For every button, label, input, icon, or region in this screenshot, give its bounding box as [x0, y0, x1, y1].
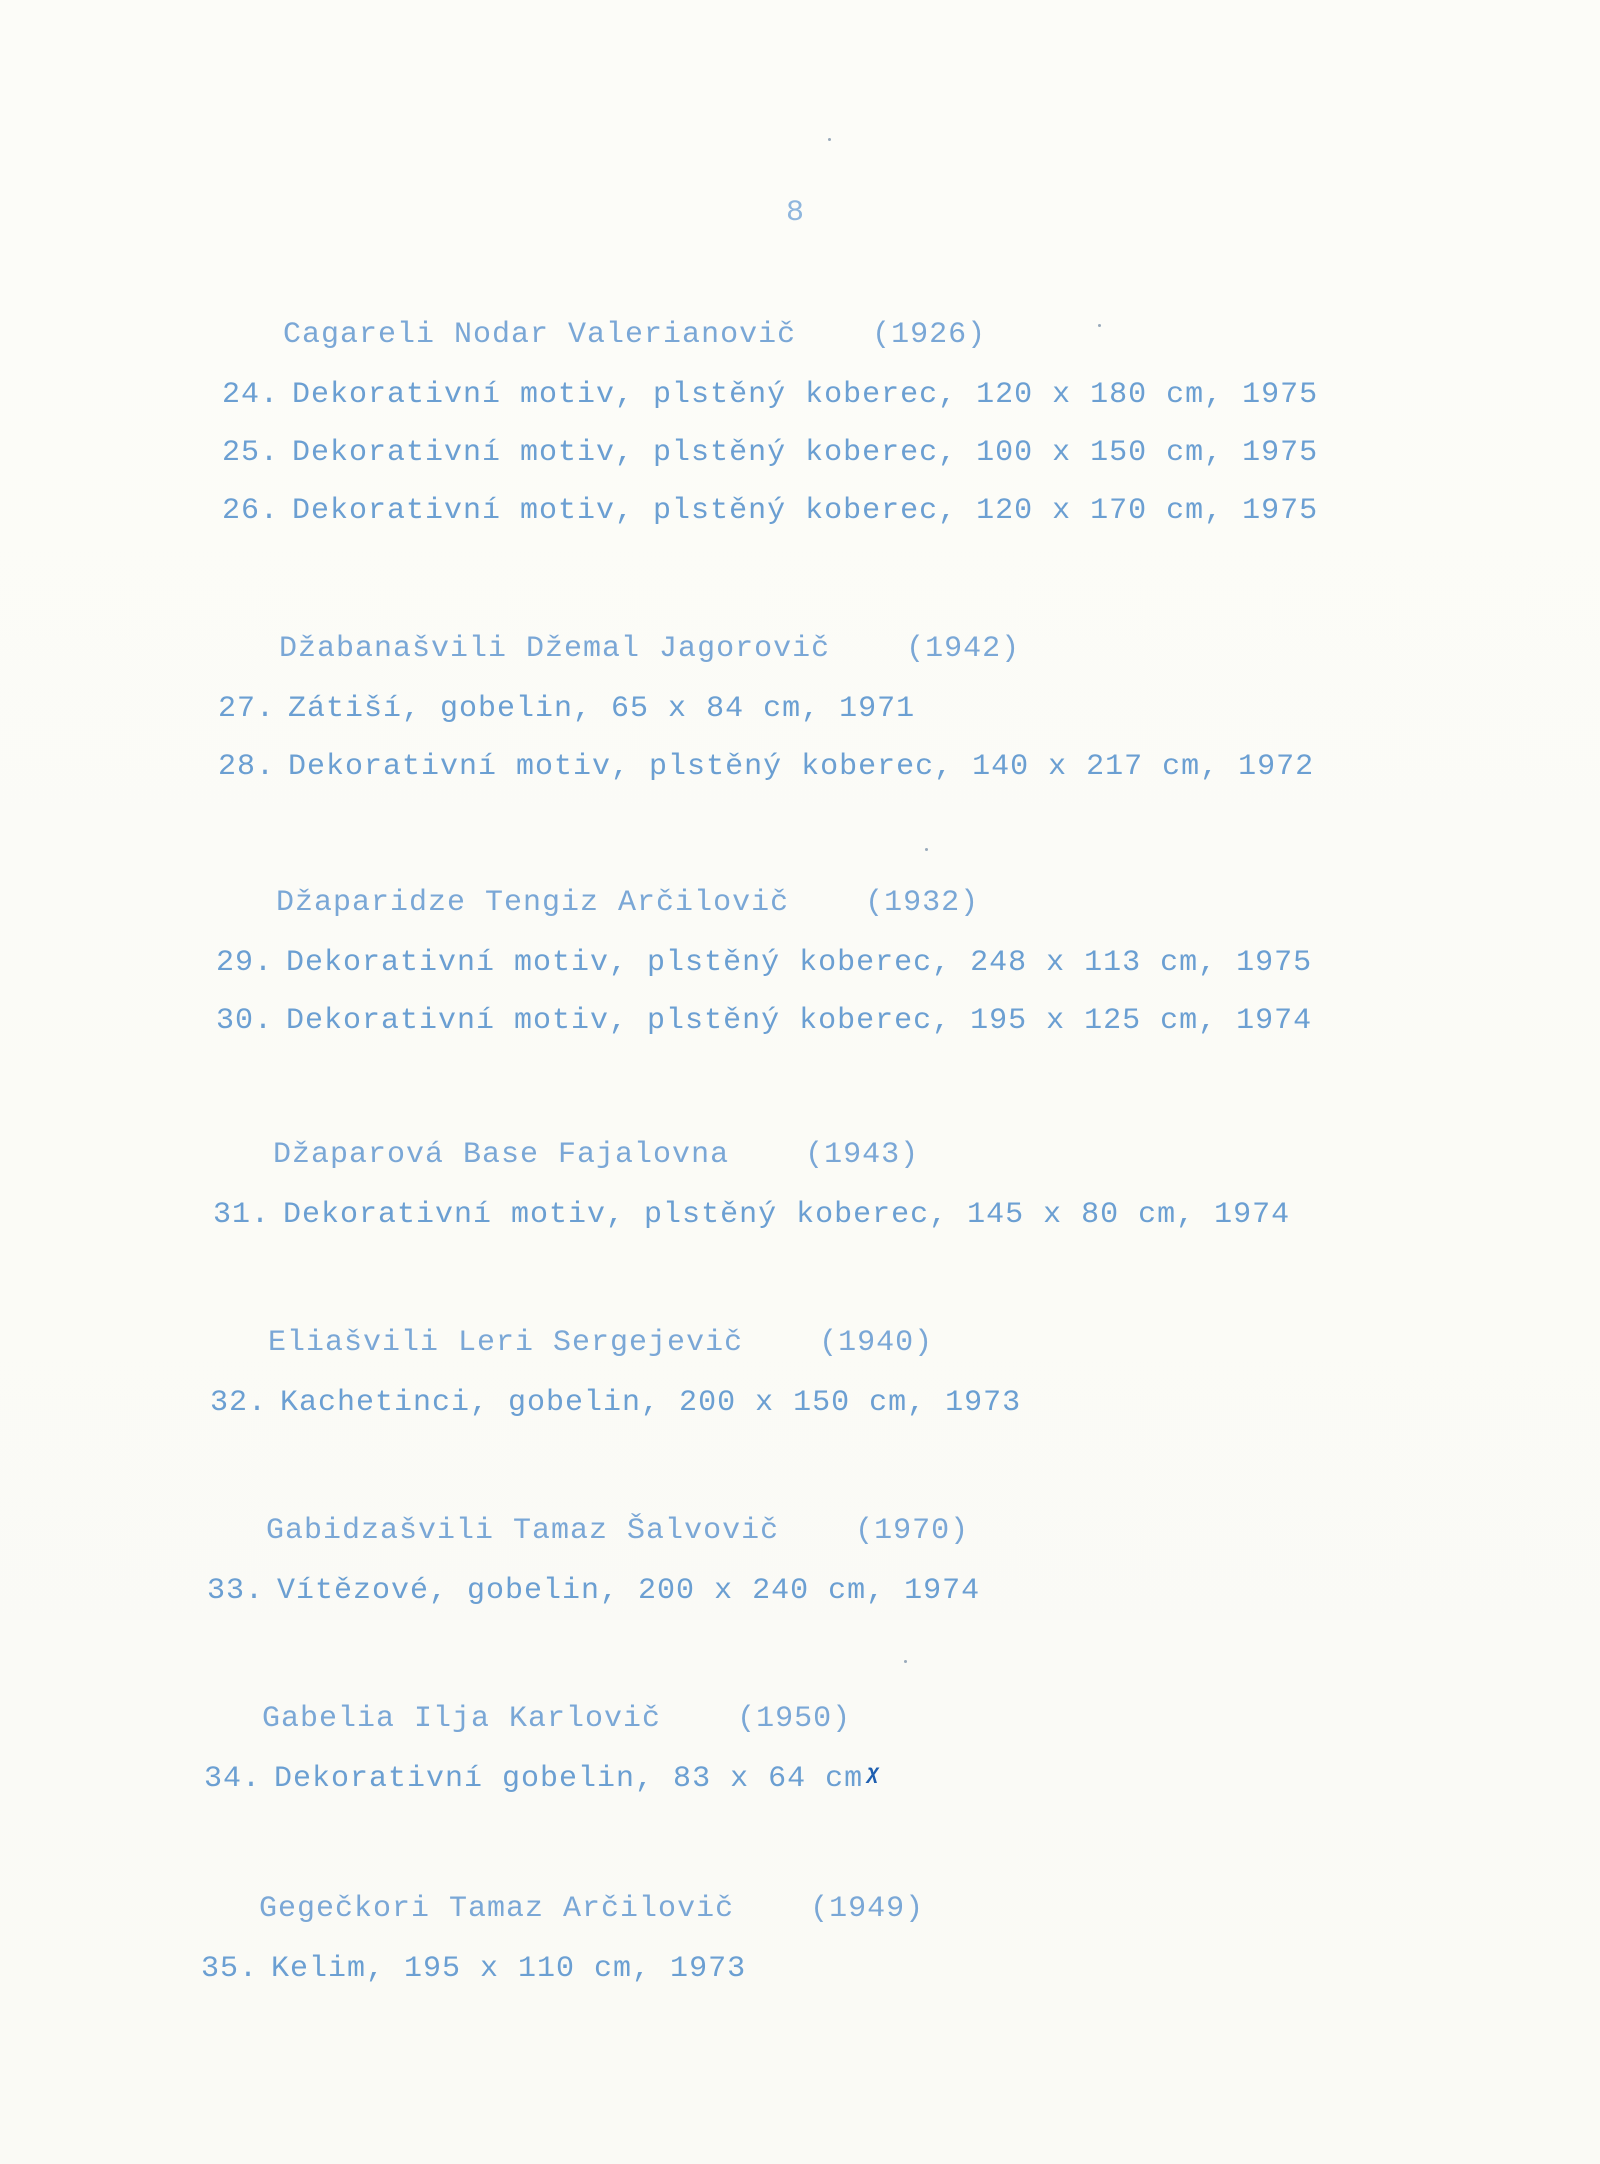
entry-text: Kachetinci, gobelin, 200 x 150 cm, 1973: [280, 1386, 1022, 1420]
artist-name: Cagareli Nodar Valerianovič: [283, 318, 797, 352]
artwork-entry: [207, 1574, 980, 1608]
entry-text: Dekorativní motiv, plstěný koberec, 140 x 217 cm, 1972: [288, 750, 1315, 784]
artist-name: Džaparová Base Fajalovna: [273, 1138, 730, 1172]
artwork-entry: [222, 436, 1318, 470]
artwork-entry: [216, 946, 1312, 980]
artist-years: (1926): [872, 318, 987, 352]
artist-heading: [268, 1326, 933, 1360]
artwork-list: [201, 1924, 746, 1986]
artist-heading: [266, 1514, 969, 1548]
artist-name: Eliašvili Leri Sergejevič: [268, 1326, 744, 1360]
paper-speck: [1098, 324, 1101, 327]
entry-text: Kelim, 195 x 110 cm, 1973: [271, 1952, 747, 1986]
artist-group: [268, 1326, 933, 1360]
artist-years: (1942): [906, 632, 1021, 666]
entry-number: 27.: [218, 692, 276, 726]
artist-name: Džabanašvili Džemal Jagorovič: [279, 632, 831, 666]
artwork-entry: [222, 494, 1318, 528]
artist-years: (1932): [865, 886, 980, 920]
artwork-list: [218, 664, 1314, 784]
entry-number: 28.: [218, 750, 276, 784]
paper-speck: [904, 1660, 907, 1663]
artwork-entry: [218, 750, 1314, 784]
artwork-entry: [201, 1952, 746, 1986]
entry-number: 25.: [222, 436, 280, 470]
artwork-list: [204, 1734, 882, 1796]
artist-name: Gabelia Ilja Karlovič: [262, 1702, 662, 1736]
entry-text: Dekorativní motiv, plstěný koberec, 145 x 80 cm, 1974: [283, 1198, 1291, 1232]
entry-number: 32.: [210, 1386, 268, 1420]
artwork-entry: [210, 1386, 1021, 1420]
entry-number: 31.: [213, 1198, 271, 1232]
paper-speck: [828, 138, 831, 141]
artist-heading: [259, 1892, 924, 1926]
artist-group: [283, 318, 986, 352]
artwork-entry: [213, 1198, 1290, 1232]
artist-years: (1950): [737, 1702, 852, 1736]
artist-group: [273, 1138, 919, 1172]
entry-text: Dekorativní gobelin, 83 x 64 cm: [274, 1762, 864, 1796]
artwork-list: [210, 1358, 1021, 1420]
artist-years: (1943): [805, 1138, 920, 1172]
artwork-entry: [204, 1762, 882, 1796]
entry-number: 35.: [201, 1952, 259, 1986]
entry-number: 30.: [216, 1004, 274, 1038]
page-number: 8: [785, 196, 804, 230]
entry-number: 29.: [216, 946, 274, 980]
entry-text: Vítězové, gobelin, 200 x 240 cm, 1974: [277, 1574, 981, 1608]
artist-group: [262, 1702, 851, 1736]
artist-years: (1949): [810, 1892, 925, 1926]
artwork-list: [222, 350, 1318, 528]
artist-group: [266, 1514, 969, 1548]
artwork-list: [216, 918, 1312, 1038]
entry-text: Dekorativní motiv, plstěný koberec, 120 x 180 cm, 1975: [292, 378, 1319, 412]
artist-name: Gabidzašvili Tamaz Šalvovič: [266, 1514, 780, 1548]
artist-heading: [283, 318, 986, 352]
artwork-list: [207, 1546, 980, 1608]
entry-text: Zátiší, gobelin, 65 x 84 cm, 1971: [288, 692, 916, 726]
entry-number: 34.: [204, 1762, 262, 1796]
artwork-entry: [218, 692, 1314, 726]
artwork-list: [213, 1170, 1290, 1232]
artist-group: [259, 1892, 924, 1926]
artist-name: Gegečkori Tamaz Arčilovič: [259, 1892, 735, 1926]
artist-heading: [262, 1702, 851, 1736]
entry-number: 24.: [222, 378, 280, 412]
artwork-entry: [222, 378, 1318, 412]
entry-text: Dekorativní motiv, plstěný koberec, 195 x 125 cm, 1974: [286, 1004, 1313, 1038]
artist-group: [279, 632, 1020, 666]
artist-years: (1970): [855, 1514, 970, 1548]
entry-text: Dekorativní motiv, plstěný koberec, 100 x 150 cm, 1975: [292, 436, 1319, 470]
artist-heading: [273, 1138, 919, 1172]
entry-number: 33.: [207, 1574, 265, 1608]
artist-name: Džaparidze Tengiz Arčilovič: [276, 886, 790, 920]
handwritten-mark: ᵡ: [863, 1762, 883, 1796]
entry-text: Dekorativní motiv, plstěný koberec, 248 x 113 cm, 1975: [286, 946, 1313, 980]
paper-speck: [925, 848, 928, 851]
entry-number: 26.: [222, 494, 280, 528]
artwork-entry: [216, 1004, 1312, 1038]
artist-heading: [276, 886, 979, 920]
artist-group: [276, 886, 979, 920]
artist-heading: [279, 632, 1020, 666]
artist-years: (1940): [819, 1326, 934, 1360]
entry-text: Dekorativní motiv, plstěný koberec, 120 x 170 cm, 1975: [292, 494, 1319, 528]
